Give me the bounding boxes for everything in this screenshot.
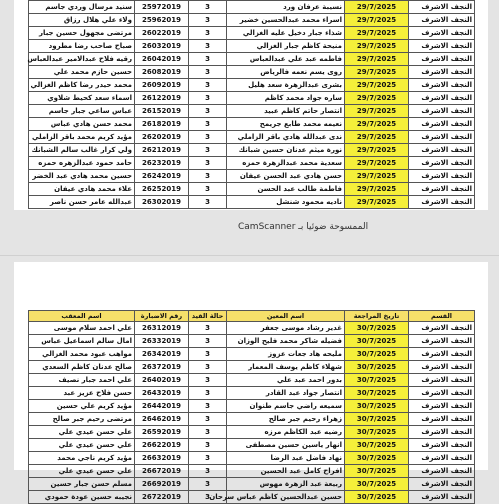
cell-reviewer: حسن فلاح عزيز عبد [29,387,135,400]
cell-date: 30/7/2025 [345,348,409,361]
cell-reviewer: علي حسن عيدي علي [29,439,135,452]
table-row [29,413,475,426]
cell-status: 3 [189,322,227,335]
cell-date: 30/7/2025 [345,413,409,426]
cell-file-no: 26442019 [135,400,189,413]
cell-name: منيحة كاظم جبار الغزالي [227,40,345,53]
cell-reviewer: علي حسن عيدي علي [29,465,135,478]
cell-reviewer: حامد حمود عبدالزهره حمزه [29,157,135,170]
cell-file-no: 26092019 [135,79,189,92]
table-row [29,439,475,452]
table-row [29,118,475,131]
cell-status: 3 [189,40,227,53]
cell-name: نهاد فاضل عبد الرضا [227,452,345,465]
table-row [29,491,475,504]
cell-status: 3 [189,491,227,504]
cell-date: 29/7/2025 [345,157,409,170]
cell-name: بشرى عبدالزهرة سعد هليل [227,79,345,92]
cell-date: 30/7/2025 [345,400,409,413]
cell-date: 29/7/2025 [345,79,409,92]
table-row [29,157,475,170]
cell-reviewer: سنيد مرسال وردي جاسم [29,1,135,14]
cell-date: 30/7/2025 [345,465,409,478]
cell-status: 3 [189,14,227,27]
cell-date: 29/7/2025 [345,144,409,157]
cell-name: ناديه محمود شنشل [227,196,345,209]
cell-reviewer: ولاء علي هلال رزاق [29,14,135,27]
cell-status: 3 [189,105,227,118]
cell-date: 29/7/2025 [345,131,409,144]
cell-reviewer: مؤيد كريم محمد باقر الزاملي [29,131,135,144]
cell-reviewer: صباح صاحب رضا مطرود [29,40,135,53]
table-row [29,92,475,105]
table-row [29,374,475,387]
cell-dept: النجف الاشرف [409,92,475,105]
cell-dept: النجف الاشرف [409,413,475,426]
cell-date: 30/7/2025 [345,491,409,504]
cell-dept: النجف الاشرف [409,322,475,335]
cell-status: 3 [189,157,227,170]
cell-reviewer: رقيه فلاح عبدالامير عبدالعباس [29,53,135,66]
cell-name: اسراء محمد عبدالحسين خضير [227,14,345,27]
table-row [29,183,475,196]
cell-file-no: 26402019 [135,374,189,387]
table-row [29,452,475,465]
cell-dept: النجف الاشرف [409,66,475,79]
cell-dept: النجف الاشرف [409,157,475,170]
cell-reviewer: اسماء سعد كحيط شلاوي [29,92,135,105]
cell-file-no: 25962019 [135,14,189,27]
cell-reviewer: نجيبه حسين عودة حمودي [29,491,135,504]
cell-status: 3 [189,400,227,413]
cell-file-no: 26202019 [135,131,189,144]
table-row [29,400,475,413]
cell-file-no: 26432019 [135,387,189,400]
header-status: حالة القيد [189,311,227,322]
table-row [29,27,475,40]
cell-file-no: 26462019 [135,413,189,426]
cell-status: 3 [189,183,227,196]
table-row [29,387,475,400]
cell-dept: النجف الاشرف [409,452,475,465]
cell-date: 30/7/2025 [345,426,409,439]
cell-file-no: 26672019 [135,465,189,478]
header-reviewer: اسم المعقب [29,311,135,322]
cell-dept: النجف الاشرف [409,196,475,209]
cell-name: فضيله شاكر محمد فليح الوزان [227,335,345,348]
cell-date: 29/7/2025 [345,170,409,183]
table-row [29,66,475,79]
cell-status: 3 [189,1,227,14]
cell-dept: النجف الاشرف [409,439,475,452]
cell-date: 30/7/2025 [345,374,409,387]
header-name: اسم المعين [227,311,345,322]
cell-status: 3 [189,196,227,209]
cell-reviewer: مؤيد كريم ناجي محمد [29,452,135,465]
cell-dept: النجف الاشرف [409,335,475,348]
cell-dept: النجف الاشرف [409,400,475,413]
cell-name: حسن هادي عبد الحسن عيفان [227,170,345,183]
cell-date: 29/7/2025 [345,27,409,40]
cell-status: 3 [189,92,227,105]
cell-dept: النجف الاشرف [409,170,475,183]
cell-dept: النجف الاشرف [409,105,475,118]
cell-dept: النجف الاشرف [409,374,475,387]
cell-status: 3 [189,374,227,387]
cell-dept: النجف الاشرف [409,478,475,491]
cell-reviewer: عباس ساعي جبار جاسم [29,105,135,118]
cell-dept: النجف الاشرف [409,183,475,196]
cell-date: 29/7/2025 [345,92,409,105]
cell-file-no: 26252019 [135,183,189,196]
cell-file-no: 26122019 [135,92,189,105]
cell-name: ساره جواد محمد كاظم [227,92,345,105]
cell-date: 29/7/2025 [345,183,409,196]
cell-reviewer: مسلم حسن جبار حسين [29,478,135,491]
cell-file-no: 26152019 [135,105,189,118]
cell-name: حسين عبدالحسين كاظم عباس سرحان [227,491,345,504]
table-row [29,40,475,53]
table-row [29,53,475,66]
cell-date: 29/7/2025 [345,14,409,27]
cell-status: 3 [189,170,227,183]
cell-dept: النجف الاشرف [409,40,475,53]
cell-reviewer: حسين حازم محمد علي [29,66,135,79]
cell-date: 30/7/2025 [345,478,409,491]
cell-status: 3 [189,27,227,40]
cell-file-no: 26632019 [135,452,189,465]
cell-dept: النجف الاشرف [409,387,475,400]
cell-reviewer: مؤيد كريم علي حسين [29,400,135,413]
cell-status: 3 [189,335,227,348]
cell-name: سعدية محمد عبدالزهرة حمزه [227,157,345,170]
table-row [29,478,475,491]
cell-date: 30/7/2025 [345,361,409,374]
cell-file-no: 26302019 [135,196,189,209]
table-row [29,465,475,478]
cell-dept: النجف الاشرف [409,465,475,478]
cell-file-no: 26042019 [135,53,189,66]
cell-date: 29/7/2025 [345,118,409,131]
cell-reviewer: مرتضى رحيم جبر صالح [29,413,135,426]
cell-name: انهار ياسين حسين مصطفى [227,439,345,452]
cell-status: 3 [189,348,227,361]
table-row [29,79,475,92]
review-table-top [28,0,475,209]
cell-status: 3 [189,79,227,92]
cell-status: 3 [189,387,227,400]
cell-reviewer: علي احمد سلام موسى [29,322,135,335]
cell-date: 29/7/2025 [345,105,409,118]
cell-date: 30/7/2025 [345,439,409,452]
cell-date: 30/7/2025 [345,452,409,465]
cell-reviewer: محمد حيدر رضا كاظم الغزالي [29,79,135,92]
cell-date: 29/7/2025 [345,196,409,209]
cell-name: انتصار جواد عبد القادر [227,387,345,400]
table-row [29,426,475,439]
cell-dept: النجف الاشرف [409,144,475,157]
cell-dept: النجف الاشرف [409,1,475,14]
header-no: رقم الاضبارة [135,311,189,322]
header-dept: القسم [409,311,475,322]
cell-name: سميعه راضي جاسم طنوان [227,400,345,413]
cell-name: نعيمه محمد طابع جريمح [227,118,345,131]
cell-status: 3 [189,118,227,131]
cell-date: 29/7/2025 [345,1,409,14]
cell-dept: النجف الاشرف [409,118,475,131]
table-row [29,144,475,157]
cell-status: 3 [189,131,227,144]
cell-name: انتصار حاتم كاظم عبيد [227,105,345,118]
cell-name: شذاء جبار دخيل عليه الغزالي [227,27,345,40]
cell-date: 30/7/2025 [345,322,409,335]
cell-dept: النجف الاشرف [409,426,475,439]
table-row [29,105,475,118]
cell-dept: النجف الاشرف [409,361,475,374]
cell-reviewer: صالح عدنان كاظم السعدي [29,361,135,374]
cell-dept: النجف الاشرف [409,131,475,144]
cell-name: مليحه هاد جعات عزوز [227,348,345,361]
cell-file-no: 26082019 [135,66,189,79]
cell-reviewer: علي حسن عيدي علي [29,426,135,439]
cell-file-no: 26342019 [135,348,189,361]
cell-dept: النجف الاشرف [409,491,475,504]
table-row [29,348,475,361]
cell-file-no: 26032019 [135,40,189,53]
cell-dept: النجف الاشرف [409,53,475,66]
cell-name: فاطمة طالب عبد الحسن [227,183,345,196]
cell-date: 29/7/2025 [345,53,409,66]
cell-name: روى يسم نعمه فالرياض [227,66,345,79]
cell-date: 30/7/2025 [345,387,409,400]
cell-file-no: 26212019 [135,144,189,157]
table-header-row [29,311,475,322]
cell-status: 3 [189,478,227,491]
cell-date: 29/7/2025 [345,40,409,53]
cell-file-no: 26022019 [135,27,189,40]
cell-file-no: 26242019 [135,170,189,183]
cell-file-no: 26722019 [135,491,189,504]
cell-dept: النجف الاشرف [409,348,475,361]
cell-name: ندى عبدالله هادي باقر الزاملي [227,131,345,144]
cell-file-no: 26692019 [135,478,189,491]
review-table-bottom [28,310,475,504]
cell-reviewer: عبدالله عامر حسن ناصر [29,196,135,209]
cell-dept: النجف الاشرف [409,79,475,92]
cell-name: ربيعة عبد الزهرة مهوس [227,478,345,491]
cell-file-no: 25972019 [135,1,189,14]
cell-status: 3 [189,413,227,426]
cell-date: 29/7/2025 [345,66,409,79]
cell-reviewer: علي احمد جبار نصيف [29,374,135,387]
table-row [29,131,475,144]
cell-reviewer: محمد حسن هادي عباس [29,118,135,131]
cell-file-no: 26372019 [135,361,189,374]
cell-file-no: 26312019 [135,322,189,335]
cell-name: افراح كامل عبد الحسين [227,465,345,478]
cell-status: 3 [189,426,227,439]
cell-status: 3 [189,439,227,452]
cell-status: 3 [189,66,227,79]
cell-reviewer: مواهب عبود محمد الغزالي [29,348,135,361]
cell-status: 3 [189,53,227,66]
cell-reviewer: علاء محمد هادي عيفان [29,183,135,196]
cell-file-no: 26182019 [135,118,189,131]
cell-name: بدور احمد عبد علي [227,374,345,387]
cell-name: غدير رشاد موسى جعفر [227,322,345,335]
scanned-page-bottom [14,262,488,501]
cell-file-no: 26232019 [135,157,189,170]
cell-status: 3 [189,452,227,465]
cell-reviewer: حسين محمد هادي عبد الخضر [29,170,135,183]
cell-file-no: 26622019 [135,439,189,452]
cell-dept: النجف الاشرف [409,27,475,40]
cell-status: 3 [189,465,227,478]
table-row [29,1,475,14]
cell-file-no: 26592019 [135,426,189,439]
scanned-page-top [14,0,488,210]
page-divider [0,255,499,256]
cell-status: 3 [189,144,227,157]
camscanner-caption: الممسوحة ضوئيا بـ CamScanner [238,222,369,232]
table-row [29,322,475,335]
header-date: تاريخ المراجعة [345,311,409,322]
cell-name: نورة ميثم عدنان حسين شبانك [227,144,345,157]
cell-name: فاطمه عبد علي عبدالعباس [227,53,345,66]
cell-reviewer: امال سالم اسماعيل عباس [29,335,135,348]
table-row [29,170,475,183]
cell-name: زهراء رحيم جبر صالح [227,413,345,426]
cell-name: رضيه عبد الكاظم مرزه [227,426,345,439]
table-row [29,196,475,209]
cell-name: نسيبة عرفان ورد [227,1,345,14]
cell-reviewer: مرتضى مجهول حسين جبار [29,27,135,40]
table-row [29,335,475,348]
cell-file-no: 26332019 [135,335,189,348]
cell-name: شهلاء كاظم يوسف المعمار [227,361,345,374]
table-row [29,361,475,374]
table-row [29,14,475,27]
cell-dept: النجف الاشرف [409,14,475,27]
cell-reviewer: ولي كرار غالب سالم الشبانك [29,144,135,157]
cell-status: 3 [189,361,227,374]
cell-date: 30/7/2025 [345,335,409,348]
